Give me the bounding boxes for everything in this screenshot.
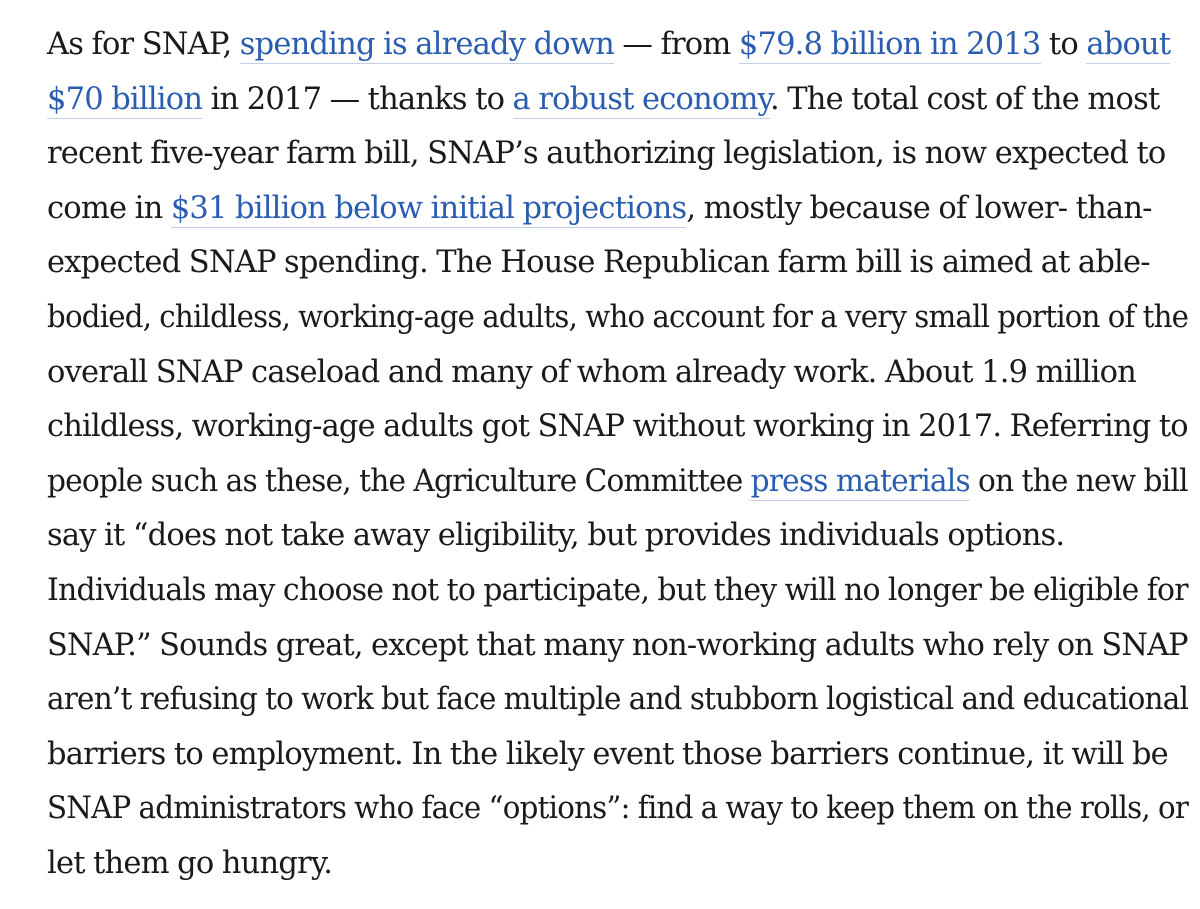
text-line	[47, 291, 1189, 346]
body-text: let them go hungry.	[47, 845, 333, 881]
text-line	[47, 782, 1189, 837]
text-line	[47, 728, 1167, 783]
inline-link[interactable]: spending is already down	[239, 27, 615, 62]
text-line	[47, 346, 1167, 401]
body-text: SNAP.” Sounds great, except that many non-working adults who rely on SNAP	[47, 627, 1188, 663]
body-text: overall SNAP caseload and many of whom already work. About 1.9 million	[47, 354, 1136, 390]
body-text: aren’t refusing to work but face multiple and stubborn logistical and educational	[47, 682, 1189, 718]
body-text: come in	[47, 190, 171, 226]
text-line	[47, 509, 1167, 564]
body-text: , mostly because of lower- than-	[686, 190, 1152, 226]
text-line	[47, 182, 1167, 237]
inline-link[interactable]: $70 billion	[47, 81, 203, 117]
inline-link[interactable]: a robust economy	[512, 81, 770, 117]
body-text: As for SNAP,	[47, 27, 240, 62]
inline-link[interactable]: press materials	[750, 463, 970, 499]
body-text: to	[1040, 27, 1087, 62]
text-line	[47, 400, 1188, 455]
body-text: — from	[614, 27, 739, 62]
inline-link[interactable]: $79.8 billion in 2013	[738, 27, 1041, 62]
body-text: in 2017 — thanks to	[202, 81, 513, 117]
text-line	[47, 236, 1167, 291]
text-line	[47, 564, 1188, 619]
inline-link[interactable]: about	[1086, 27, 1171, 62]
body-text: . The total cost of the most	[769, 81, 1160, 117]
text-line	[47, 455, 1188, 510]
text-line	[47, 673, 1189, 728]
body-text: childless, working-age adults got SNAP without working in 2017. Referring to	[47, 409, 1188, 445]
body-text: barriers to employment. In the likely event those barriers continue, it will be	[47, 736, 1168, 772]
body-text: people such as these, the Agriculture Committee	[47, 463, 751, 499]
body-text: recent five-year farm bill, SNAP’s authorizing legislation, is now expected to	[47, 136, 1166, 172]
text-line	[47, 18, 1171, 73]
article-paragraph	[47, 18, 1189, 892]
text-line	[47, 73, 1167, 128]
body-text: Individuals may choose not to participate, but they will no longer be eligible for	[47, 572, 1188, 608]
inline-link[interactable]: $31 billion below initial projections	[170, 190, 687, 226]
text-line	[47, 127, 1167, 182]
body-text: on the new bill	[969, 463, 1188, 499]
text-line	[47, 837, 1167, 892]
body-text: expected SNAP spending. The House Republican farm bill is aimed at able-	[47, 245, 1150, 281]
body-text: bodied, childless, working-age adults, who account for a very small portion of the	[47, 299, 1189, 335]
body-text: SNAP administrators who face “options”: find a way to keep them on the rolls, or	[47, 791, 1189, 827]
body-text: say it “does not take away eligibility, but provides individuals options.	[47, 518, 1065, 554]
text-line	[47, 619, 1188, 674]
